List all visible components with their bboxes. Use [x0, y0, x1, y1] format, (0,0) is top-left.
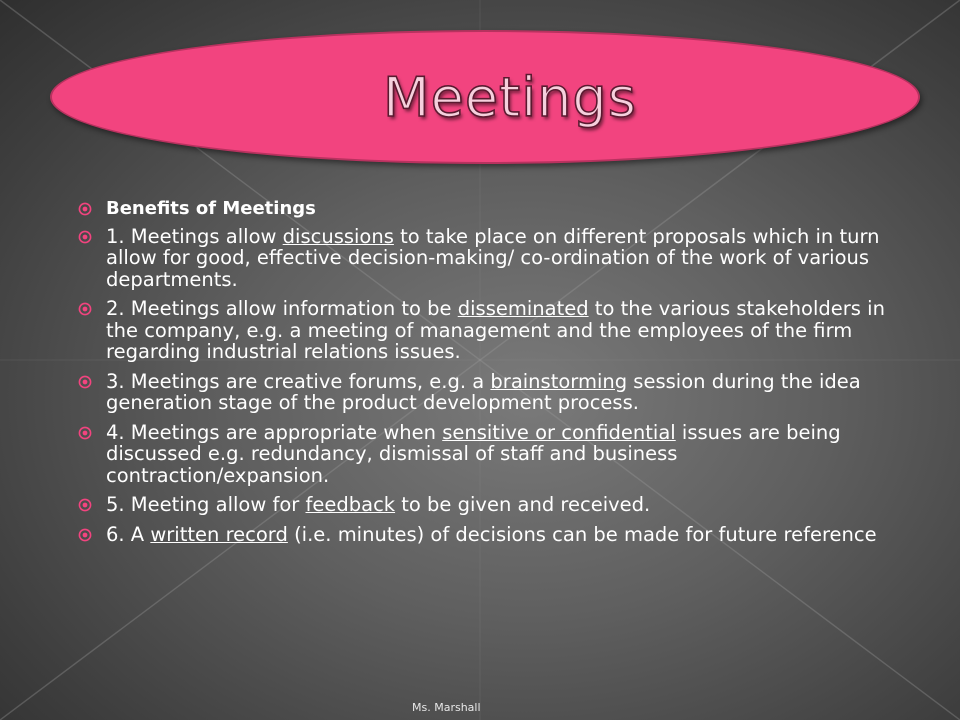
- slide-title: Meetings: [383, 66, 637, 129]
- bullet-text: (i.e. minutes) of decisions can be made for future reference: [287, 522, 877, 546]
- bullet-text: to be given and received.: [395, 493, 651, 516]
- bullet-item: [78, 298, 888, 363]
- bullet-text: to the various stakeholders in the company, e.g. a meeting of management and the employees of the firm regarding industrial relations issues.: [106, 297, 885, 363]
- bullet-emphasis: disseminated: [457, 297, 589, 320]
- bullet-item: [78, 524, 888, 546]
- bullet-item: [78, 422, 888, 487]
- circled-dot-bullet-icon: [78, 528, 92, 542]
- footer-author: Ms. Marshall: [412, 701, 481, 714]
- circled-dot-bullet-icon: [78, 498, 92, 512]
- bullet-heading: [78, 198, 888, 220]
- bullet-item: [78, 371, 888, 414]
- circled-dot-bullet-icon: [78, 302, 92, 316]
- circled-dot-bullet-icon: [78, 375, 92, 389]
- bullet-text: 6. A: [106, 522, 151, 546]
- bullet-emphasis: written record: [150, 522, 288, 546]
- bullet-emphasis: sensitive or confidential: [442, 420, 676, 444]
- bullet-emphasis: brainstorming: [490, 369, 628, 393]
- bullet-emphasis: feedback: [305, 493, 396, 516]
- bullet-text: 3. Meetings are creative forums, e.g. a: [106, 369, 491, 393]
- bullet-list: [78, 198, 888, 553]
- bullet-emphasis: discussions: [282, 224, 394, 248]
- circled-dot-bullet-icon: [78, 230, 92, 244]
- bullet-text: 4. Meetings are appropriate when: [106, 420, 443, 444]
- circled-dot-bullet-icon: [78, 426, 92, 440]
- circled-dot-bullet-icon: [78, 202, 92, 216]
- bullet-text: 5. Meeting allow for: [106, 493, 306, 516]
- bullet-item: [78, 494, 888, 516]
- bullet-text: 2. Meetings allow information to be: [106, 297, 458, 320]
- bullet-text: issues are being discussed e.g. redundancy, dismissal of staff and business contraction/expansion.: [106, 420, 841, 487]
- bullet-text: 1. Meetings allow: [106, 224, 283, 248]
- bullet-text: to take place on different proposals which in turn allow for good, effective decision-making/ co-ordination of the work of various departments.: [106, 224, 880, 291]
- heading-text: Benefits of Meetings: [106, 198, 316, 219]
- bullet-item: [78, 226, 888, 291]
- bullet-text: session during the idea generation stage of the product development process.: [106, 369, 861, 414]
